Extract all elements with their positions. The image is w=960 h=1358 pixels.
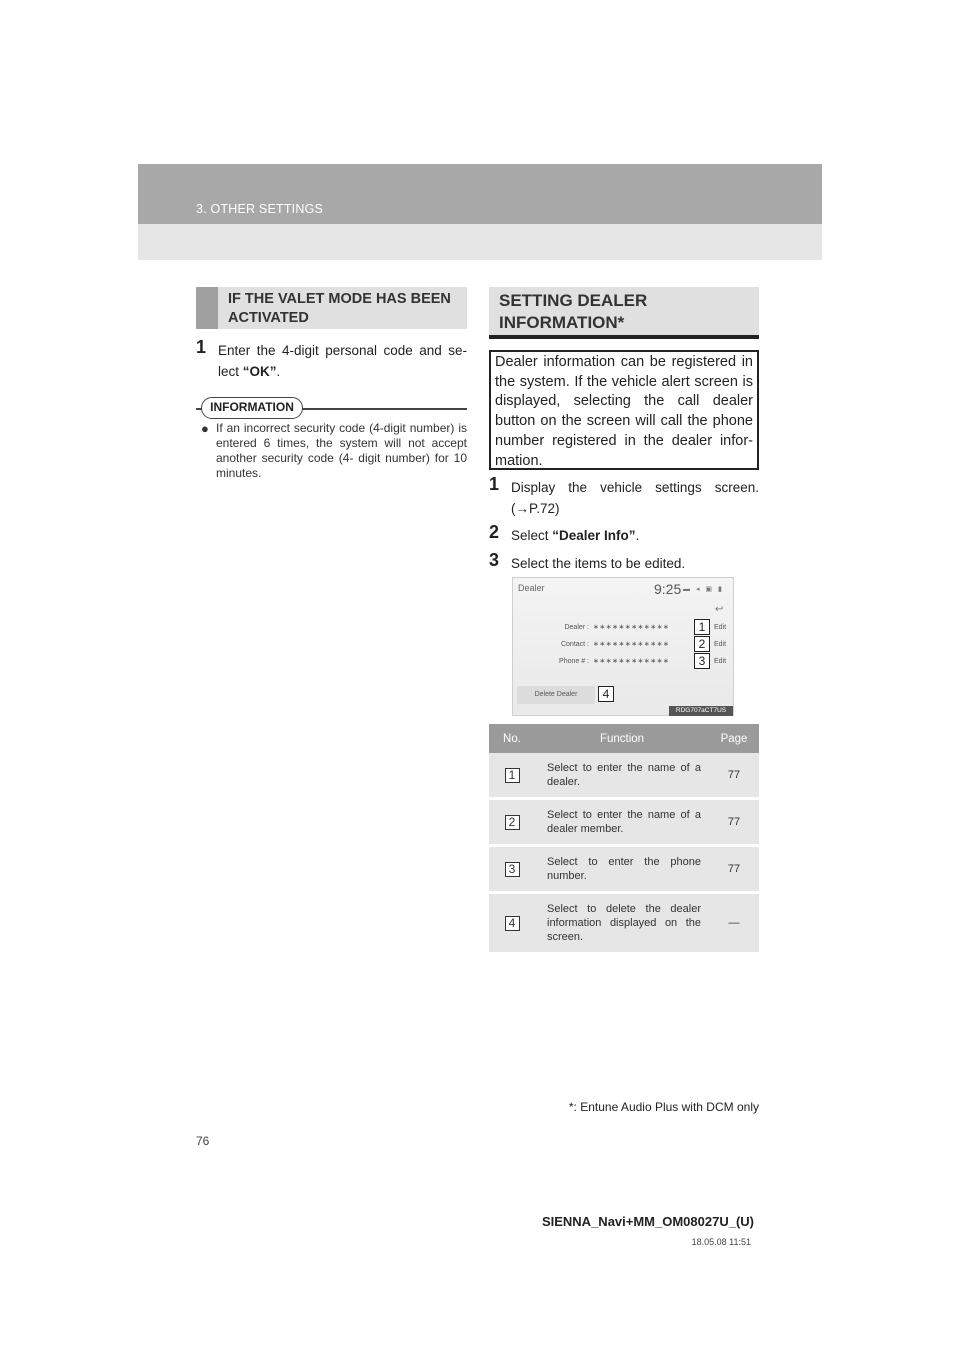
row-label: Dealer : <box>564 624 589 631</box>
section-title: 3. OTHER SETTINGS <box>196 202 324 216</box>
table-row <box>489 753 759 799</box>
dealer-info-label: “Dealer Info” <box>552 528 636 543</box>
row-number-cell <box>489 893 535 954</box>
step-text-end: . <box>276 364 281 379</box>
document-id: SIENNA_Navi+MM_OM08027U_(U) <box>541 1214 754 1229</box>
row-number-cell <box>489 753 535 799</box>
row-function: Select to delete the dealer information displayed on the screen. <box>535 893 709 954</box>
step-text: Select <box>511 528 553 543</box>
row-page: — <box>709 893 759 954</box>
edit-contact-button[interactable]: Edit <box>714 641 727 648</box>
screen-title: Dealer <box>518 583 545 593</box>
heading-tab <box>196 287 218 329</box>
information-text: If an incorrect security code (4-digit number) is entered 6 times, the system will not accept another security code (4- digit number) for 10 minutes. <box>216 421 467 480</box>
header-page: Page <box>709 724 759 753</box>
valet-step-1 <box>196 337 467 382</box>
information-bullet <box>201 421 467 481</box>
row-value: ∗∗∗∗∗∗∗∗∗∗∗∗ <box>593 641 670 648</box>
step-number: 3 <box>489 550 500 570</box>
callout-1: 1 <box>694 619 710 635</box>
footnote: *: Entune Audio Plus with DCM only <box>568 1100 759 1114</box>
row-page: 77 <box>709 753 759 799</box>
row-value: ∗∗∗∗∗∗∗∗∗∗∗∗ <box>593 624 670 631</box>
dealer-intro-box: Dealer information can be registered in the system. If the vehicle alert screen is displayed, selecting the call dealer button on the screen will call the phone number registered in the dealer infor- mation. <box>489 350 759 470</box>
document-timestamp: 18.05.08 11:51 <box>691 1237 751 1247</box>
step-text-end: . <box>635 528 640 543</box>
edit-phone-button[interactable]: Edit <box>714 658 727 665</box>
page-number: 76 <box>196 1134 210 1148</box>
row-number: 3 <box>505 862 520 877</box>
step-number: 1 <box>196 337 207 357</box>
screen-clock: 9:25 <box>654 581 682 597</box>
table-row <box>489 799 759 846</box>
row-number: 2 <box>505 815 520 830</box>
dealer-step-1 <box>489 474 759 519</box>
row-function: Select to enter the phone number. <box>535 846 709 893</box>
dealer-info-heading-text: SETTING DEALER INFORMATION* <box>499 291 648 332</box>
step-text: Select the items to be edited. <box>511 556 686 571</box>
row-page: 77 <box>709 846 759 893</box>
row-label: Phone # : <box>559 658 589 665</box>
row-function: Select to enter the name of a dealer member. <box>535 799 709 846</box>
row-page: 77 <box>709 799 759 846</box>
function-table <box>489 724 759 955</box>
step-text: Enter the 4-digit personal code and se- lect <box>218 343 467 379</box>
edit-dealer-button[interactable]: Edit <box>714 624 727 631</box>
bullet-icon: ● <box>201 421 209 436</box>
header-band-light <box>138 224 822 260</box>
row-number: 1 <box>505 768 520 783</box>
callout-3: 3 <box>694 653 710 669</box>
status-icons: ▬ ◂ ▣ ▮ <box>683 586 724 593</box>
back-icon[interactable]: ↩ <box>715 604 724 615</box>
figure-code: RDG707aCT7US <box>669 706 733 716</box>
information-badge: INFORMATION <box>201 397 303 419</box>
row-number: 4 <box>505 916 520 931</box>
step-number: 1 <box>489 474 500 494</box>
callout-4: 4 <box>598 686 614 702</box>
header-function: Function <box>535 724 709 753</box>
header-no: No. <box>489 724 535 753</box>
dealer-info-heading <box>489 287 759 339</box>
table-row <box>489 893 759 954</box>
valet-mode-heading-text: IF THE VALET MODE HAS BEEN ACTIVATED <box>228 291 451 326</box>
row-function: Select to enter the name of a dealer. <box>535 753 709 799</box>
step-text: Display the vehicle settings screen. (→P.72) <box>511 480 759 516</box>
step-number: 2 <box>489 522 500 542</box>
row-label: Contact : <box>560 641 589 648</box>
row-value: ∗∗∗∗∗∗∗∗∗∗∗∗ <box>593 658 670 665</box>
delete-dealer-button[interactable]: Delete Dealer <box>517 686 595 704</box>
table-row <box>489 846 759 893</box>
ok-label: “OK” <box>242 364 277 379</box>
valet-mode-heading <box>196 287 467 329</box>
row-number-cell <box>489 846 535 893</box>
dealer-step-2 <box>489 522 759 546</box>
dealer-step-3 <box>489 550 759 574</box>
callout-2: 2 <box>694 636 710 652</box>
row-number-cell <box>489 799 535 846</box>
table-header-row <box>489 724 759 753</box>
